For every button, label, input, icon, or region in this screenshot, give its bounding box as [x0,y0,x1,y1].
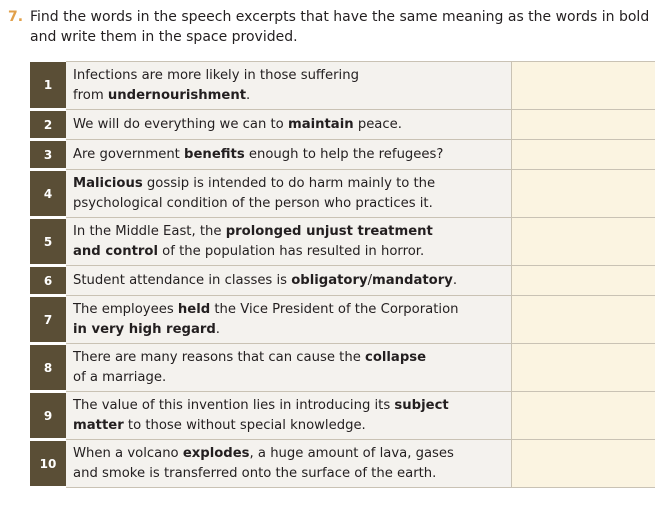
item-number: 2 [30,110,66,140]
bold-target-word: matter [73,418,124,433]
sentence-fragment: from [73,88,108,103]
table-row [30,440,655,488]
item-number: 8 [30,344,66,392]
sentence-fragment: . [452,273,458,288]
answer-space[interactable] [512,170,656,218]
answer-space[interactable] [512,440,656,488]
sentence-text [66,296,512,344]
sentence-fragment: to those without special knowledge. [123,418,366,433]
sentence-fragment: Student attendance in classes is [73,273,292,288]
sentence-fragment: of the population has resulted in horror. [157,244,425,259]
bold-target-word: and control [73,244,158,259]
table-row [30,392,655,440]
bold-target-word: subject [394,398,449,413]
answer-space[interactable] [512,392,656,440]
sentence-text [66,170,512,218]
sentence-fragment: In the Middle East, the [73,224,226,239]
bold-target-word: Malicious [73,176,143,191]
table-row [30,110,655,140]
table-row [30,296,655,344]
sentence-fragment: the Vice President of the Corporation [210,302,459,317]
sentence-fragment: and smoke is transferred onto the surface of the earth. [73,466,437,481]
item-number: 7 [30,296,66,344]
item-number: 4 [30,170,66,218]
bold-target-word: benefits [184,147,245,162]
sentence-text [66,110,512,140]
sentence-fragment: enough to help the refugees? [244,147,444,162]
sentence-fragment: We will do everything we can to [73,117,288,132]
exercise-rows [30,62,655,488]
table-row [30,140,655,170]
table-row [30,344,655,392]
bold-target-word: collapse [365,350,427,365]
sentence-fragment: , a huge amount of lava, gases [249,446,454,461]
sentence-fragment: . [215,322,220,337]
answer-space[interactable] [512,62,656,110]
bold-target-word: mandatory [372,273,453,288]
sentence-fragment: There are many reasons that can cause the [73,350,366,365]
table-row [30,62,655,110]
answer-space[interactable] [512,344,656,392]
sentence-fragment: The employees [73,302,178,317]
bold-target-word: in very high regard [73,322,216,337]
sentence-fragment: The value of this invention lies in introducing its [73,398,395,413]
table-row [30,266,655,296]
sentence-fragment: gossip is intended to do harm mainly to the [142,176,436,191]
item-number: 6 [30,266,66,296]
exercise-number: 7. [8,9,24,25]
bold-target-word: held [177,302,211,317]
exercise-instruction [8,7,658,47]
sentence-text [66,344,512,392]
table-row [30,218,655,266]
item-number: 5 [30,218,66,266]
item-number: 10 [30,440,66,488]
sentence-fragment: peace. [353,117,402,132]
sentence-text [66,62,512,110]
bold-target-word: explodes [182,446,250,461]
answer-space[interactable] [512,266,656,296]
sentence-text [66,392,512,440]
sentence-text [66,140,512,170]
bold-target-word: undernourishment [107,88,247,103]
exercise-table [30,61,655,489]
item-number: 3 [30,140,66,170]
bold-target-word: maintain [287,117,354,132]
item-number: 9 [30,392,66,440]
sentence-fragment: Are government [73,147,185,162]
sentence-fragment: of a marriage. [73,370,167,385]
instruction-text: Find the words in the speech excerpts that have the same meaning as the words in bold and write them in the space provided. [30,9,650,45]
table-row [30,170,655,218]
sentence-text [66,218,512,266]
sentence-fragment: . [246,88,251,103]
sentence-text [66,440,512,488]
sentence-fragment: / [367,273,373,288]
bold-target-word: prolonged unjust treatment [225,224,433,239]
answer-space[interactable] [512,218,656,266]
bold-target-word: obligatory [291,273,368,288]
sentence-fragment: Infections are more likely in those suffering [73,68,359,83]
answer-space[interactable] [512,140,656,170]
sentence-fragment: psychological condition of the person who practices it. [73,196,433,211]
item-number: 1 [30,62,66,110]
answer-space[interactable] [512,296,656,344]
answer-space[interactable] [512,110,656,140]
sentence-text [66,266,512,296]
sentence-fragment: When a volcano [73,446,183,461]
